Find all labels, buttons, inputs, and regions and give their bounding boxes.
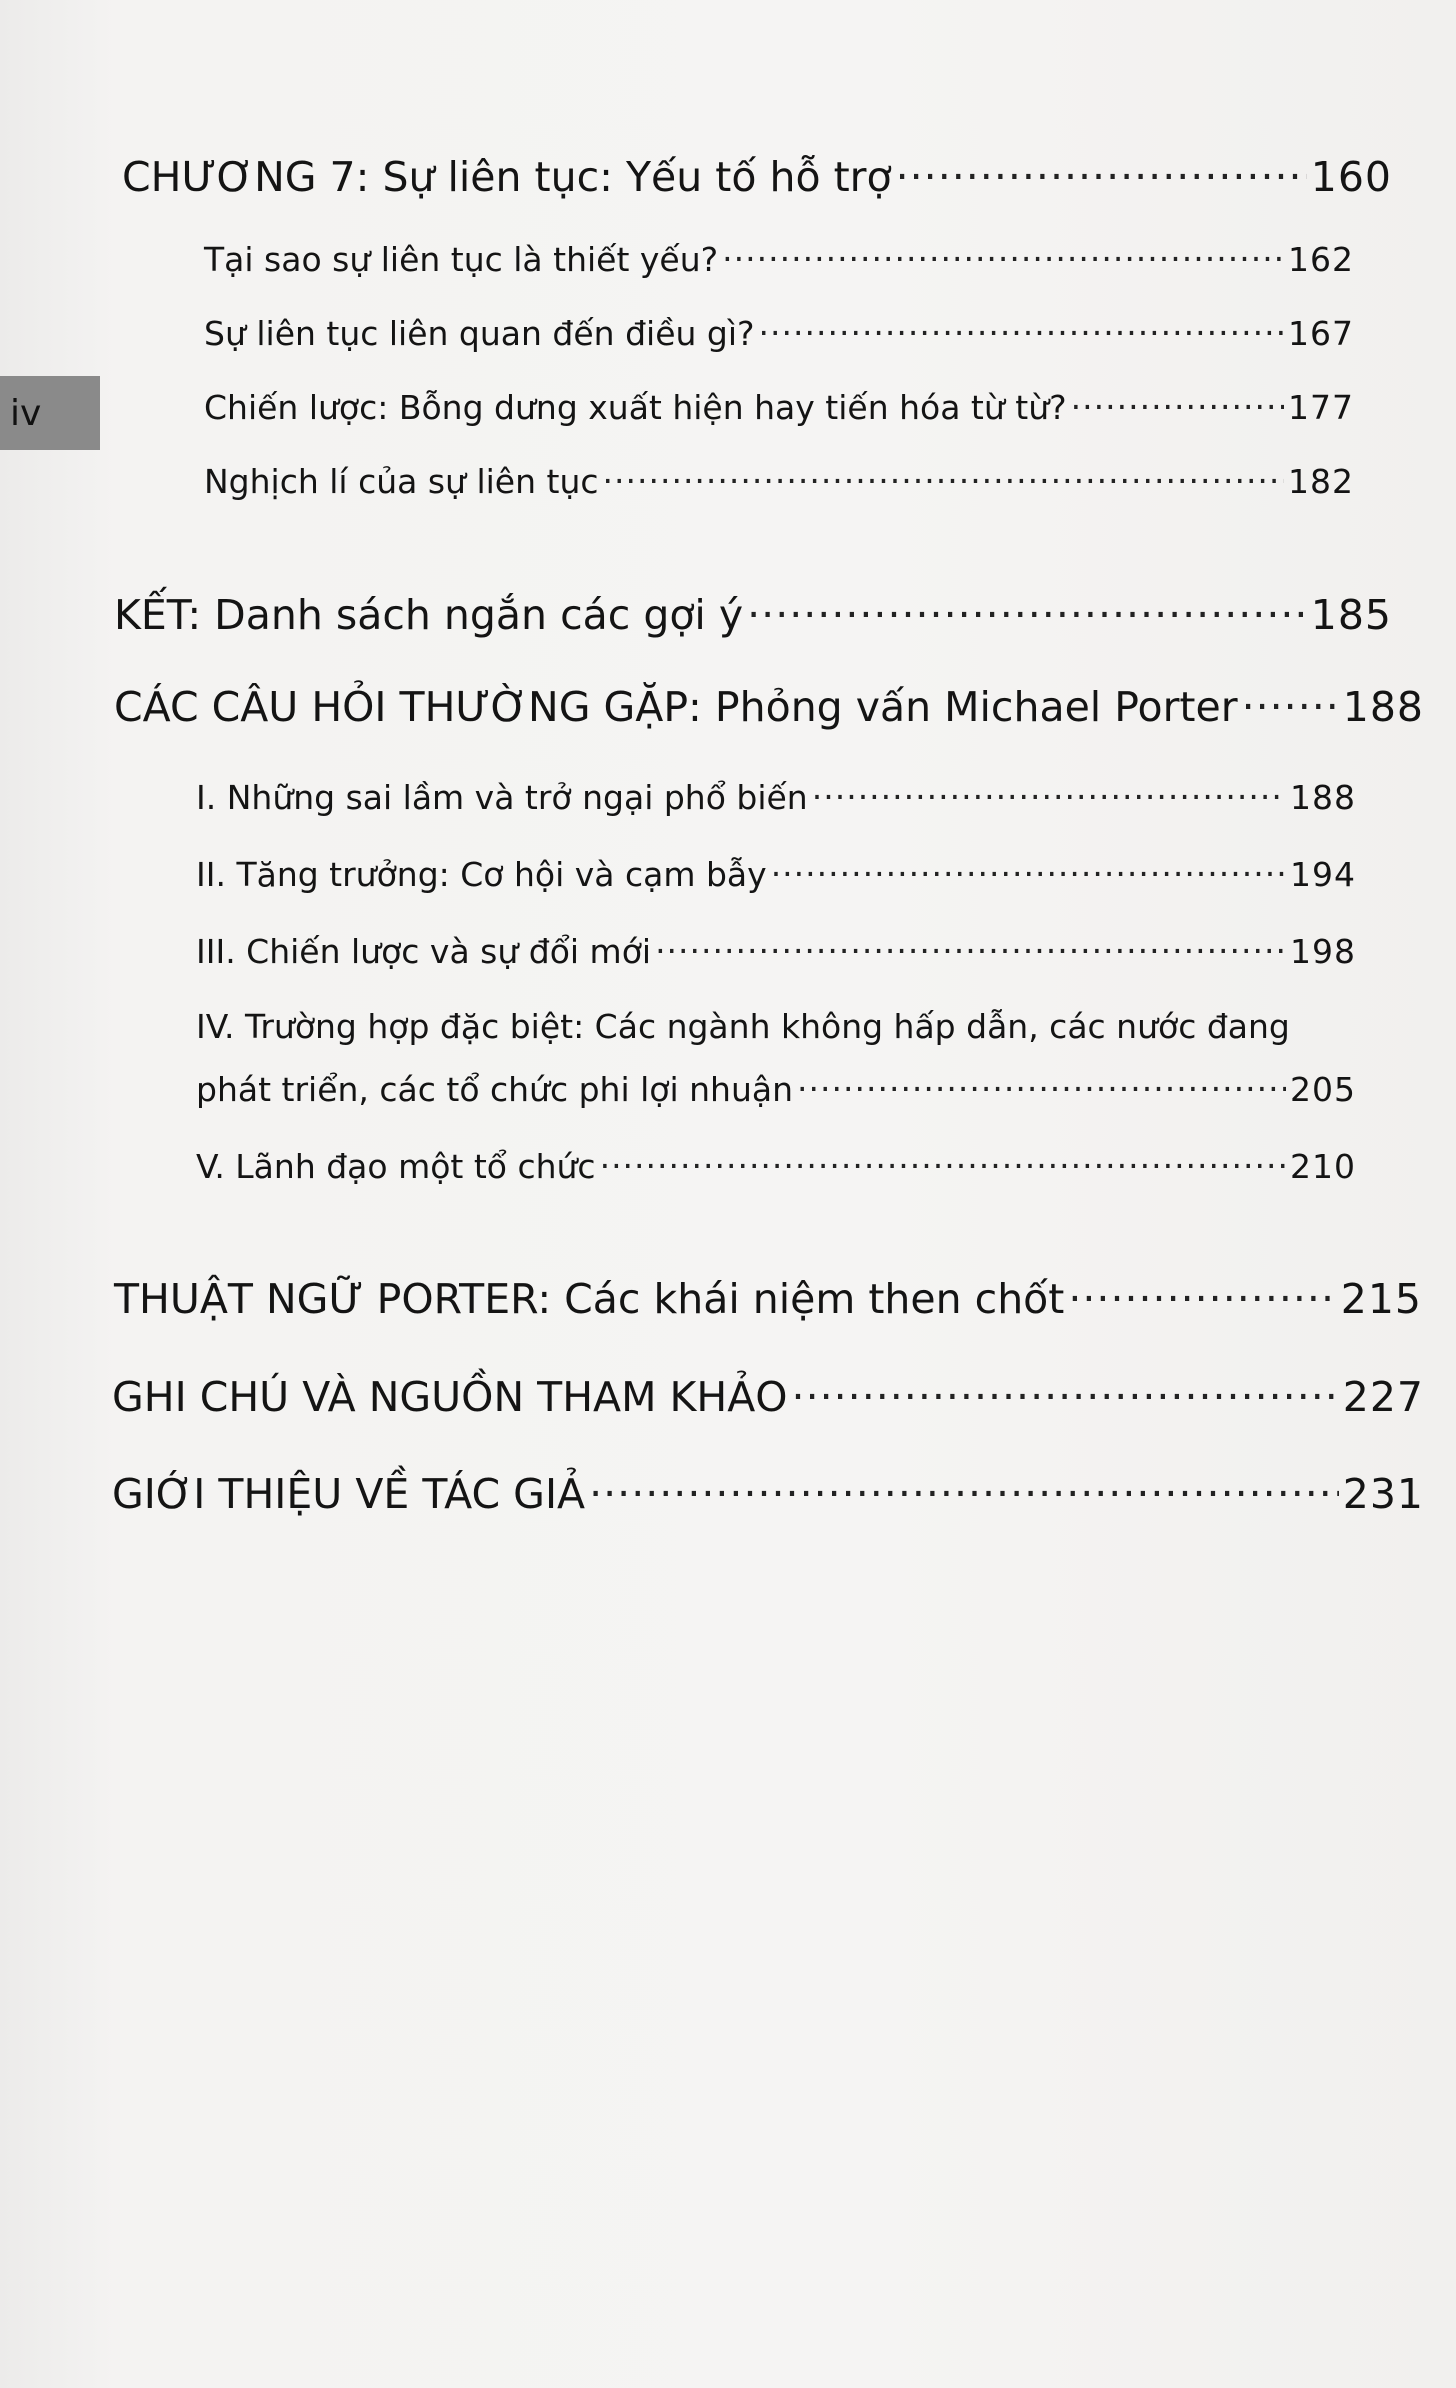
toc-entry-page: 194 [1290,855,1356,894]
toc-entry-page: 182 [1288,462,1354,501]
toc-entry-page: 210 [1290,1147,1356,1186]
toc-leader-dots [1071,386,1284,419]
toc-entry-title: Chiến lược: Bỗng dưng xuất hiện hay tiến hóa từ từ? [204,388,1067,427]
toc-entry-page: 198 [1290,932,1356,971]
toc-entry-about-author [112,1467,1424,1518]
toc-entry-page: 205 [1290,1070,1356,1109]
toc-leader-dots [589,1467,1339,1508]
toc-entry-page: 188 [1342,683,1424,731]
toc-entry-title: GIỚI THIỆU VỀ TÁC GIẢ [112,1470,586,1518]
toc-entry-title: KẾT: Danh sách ngắn các gợi ý [114,591,744,639]
toc-entry-glossary [114,1272,1422,1323]
toc-leader-dots [797,1068,1286,1101]
toc-leader-dots [759,312,1284,345]
toc-entry-section [196,776,1356,817]
toc-entry-title: phát triển, các tổ chức phi lợi nhuận [196,1070,794,1109]
toc-entry-section [196,853,1356,894]
toc-leader-dots [1068,1272,1336,1313]
page-number: iv [10,392,42,434]
toc-leader-dots [792,1370,1339,1411]
toc-entry-page: 167 [1288,314,1354,353]
toc-entry-page: 162 [1288,240,1354,279]
toc-entry-section [204,460,1354,501]
toc-leader-dots [655,930,1286,963]
toc-entry-page: 215 [1340,1275,1422,1323]
toc-entry-title: V. Lãnh đạo một tổ chức [196,1147,596,1186]
toc-entry-page: 227 [1342,1373,1424,1421]
toc-entry-title: CHƯƠNG 7: Sự liên tục: Yếu tố hỗ trợ [122,153,892,201]
toc-leader-dots [812,776,1286,809]
toc-entry-faq [114,680,1424,731]
toc-entry-page: 160 [1310,153,1392,201]
toc-leader-dots [603,460,1284,493]
toc-leader-dots [896,150,1307,191]
toc-entry-page: 177 [1288,388,1354,427]
toc-entry-page: 188 [1290,778,1356,817]
toc-leader-dots [1242,680,1339,721]
toc-entry-section [204,312,1354,353]
toc-leader-dots [747,588,1307,629]
toc-entry-page: 185 [1310,591,1392,639]
toc-entry-section [196,1145,1356,1186]
toc-entry-section [204,386,1354,427]
toc-entry-title: III. Chiến lược và sự đổi mới [196,932,652,971]
toc-entry-notes [112,1370,1424,1421]
toc-entry-page: 231 [1342,1470,1424,1518]
toc-entry-title: CÁC CÂU HỎI THƯỜNG GẶP: Phỏng vấn Michael Porter [114,683,1238,731]
toc-entry-title: THUẬT NGỮ PORTER: Các khái niệm then chốt [114,1275,1065,1323]
toc-entry-section [204,238,1354,279]
toc-entry-section [196,1068,1356,1109]
toc-entry-title-line1: IV. Trường hợp đặc biệt: Các ngành không hấp dẫn, các nước đang [196,1007,1290,1046]
toc-entry-title: Nghịch lí của sự liên tục [204,462,599,501]
toc-entry-conclusion [114,588,1392,639]
toc-entry-title: I. Những sai lầm và trở ngại phổ biến [196,778,808,817]
toc-leader-dots [600,1145,1286,1178]
toc-entry-title: GHI CHÚ VÀ NGUỒN THAM KHẢO [112,1373,788,1421]
toc-entry-title: II. Tăng trưởng: Cơ hội và cạm bẫy [196,855,767,894]
toc-leader-dots [722,238,1284,271]
toc-leader-dots [771,853,1286,886]
toc-entry-section [196,930,1356,971]
toc-entry-title: Sự liên tục liên quan đến điều gì? [204,314,755,353]
toc-entry-chapter-7 [122,150,1392,201]
toc-entry-title: Tại sao sự liên tục là thiết yếu? [204,240,719,279]
